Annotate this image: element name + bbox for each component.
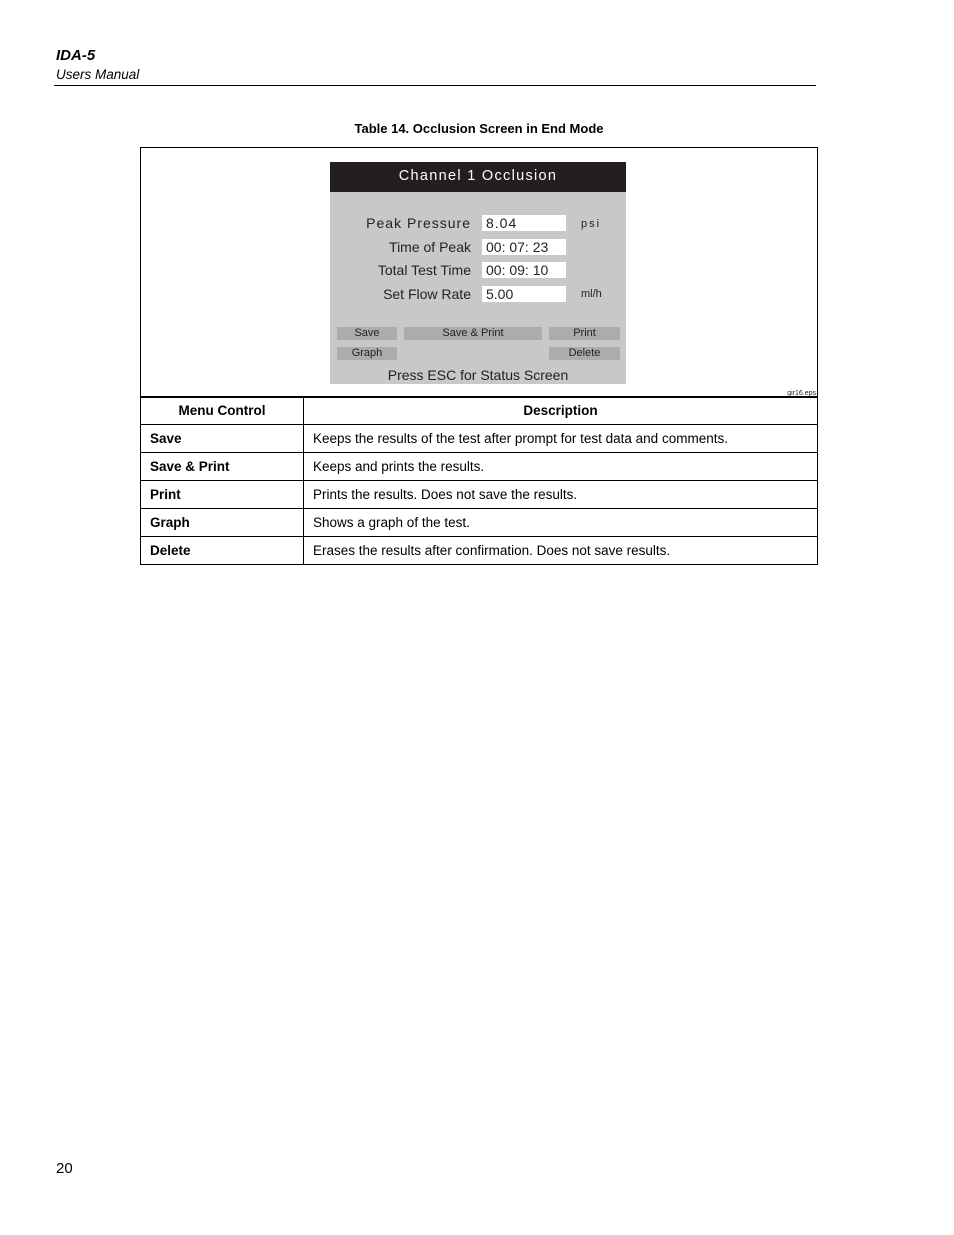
table-row xyxy=(141,425,818,453)
graph-button[interactable]: Graph xyxy=(337,347,397,360)
table-caption: Table 14. Occlusion Screen in End Mode xyxy=(354,121,604,136)
table-row xyxy=(141,509,818,537)
figure-id: gir16.eps xyxy=(787,390,816,397)
occlusion-screen xyxy=(330,162,626,384)
menu-control-table xyxy=(140,396,818,565)
print-button[interactable]: Print xyxy=(549,327,620,340)
field-value-set-flow-rate: 5.00 xyxy=(482,286,566,302)
field-value-total-test-time: 00: 09: 10 xyxy=(482,262,566,278)
menu-control-cell: Graph xyxy=(141,509,304,537)
table-row xyxy=(141,481,818,509)
table-row xyxy=(141,453,818,481)
field-label-time-of-peak: Time of Peak xyxy=(389,239,471,255)
field-label-peak-pressure: Peak Pressure xyxy=(366,215,471,231)
menu-control-cell: Save & Print xyxy=(141,453,304,481)
manual-title: IDA-5 xyxy=(56,47,96,64)
screen-title: Channel 1 Occlusion xyxy=(330,162,626,192)
table-header-row xyxy=(141,397,818,425)
field-label-total-test-time: Total Test Time xyxy=(377,262,471,278)
page-number: 20 xyxy=(56,1160,73,1177)
description-cell: Prints the results. Does not save the results. xyxy=(304,481,818,509)
save-button[interactable]: Save xyxy=(337,327,397,340)
figure-box xyxy=(140,147,818,398)
delete-button[interactable]: Delete xyxy=(549,347,620,360)
menu-control-cell: Delete xyxy=(141,537,304,565)
description-cell: Keeps the results of the test after prompt for test data and comments. xyxy=(304,425,818,453)
description-cell: Shows a graph of the test. xyxy=(304,509,818,537)
field-unit-set-flow-rate: ml/h xyxy=(581,288,602,300)
description-cell: Keeps and prints the results. xyxy=(304,453,818,481)
save-print-button[interactable]: Save & Print xyxy=(404,327,542,340)
header-rule xyxy=(54,85,816,86)
menu-control-cell: Print xyxy=(141,481,304,509)
description-cell: Erases the results after confirmation. Does not save results. xyxy=(304,537,818,565)
field-value-peak-pressure: 8.04 xyxy=(482,215,566,231)
manual-subtitle: Users Manual xyxy=(56,67,140,82)
menu-control-cell: Save xyxy=(141,425,304,453)
field-unit-peak-pressure: psi xyxy=(581,218,602,230)
esc-hint: Press ESC for Status Screen xyxy=(387,367,569,383)
field-value-time-of-peak: 00: 07: 23 xyxy=(482,239,566,255)
column-header-menu-control: Menu Control xyxy=(141,397,304,425)
field-label-set-flow-rate: Set Flow Rate xyxy=(383,286,471,302)
column-header-description: Description xyxy=(304,397,818,425)
table-row xyxy=(141,537,818,565)
